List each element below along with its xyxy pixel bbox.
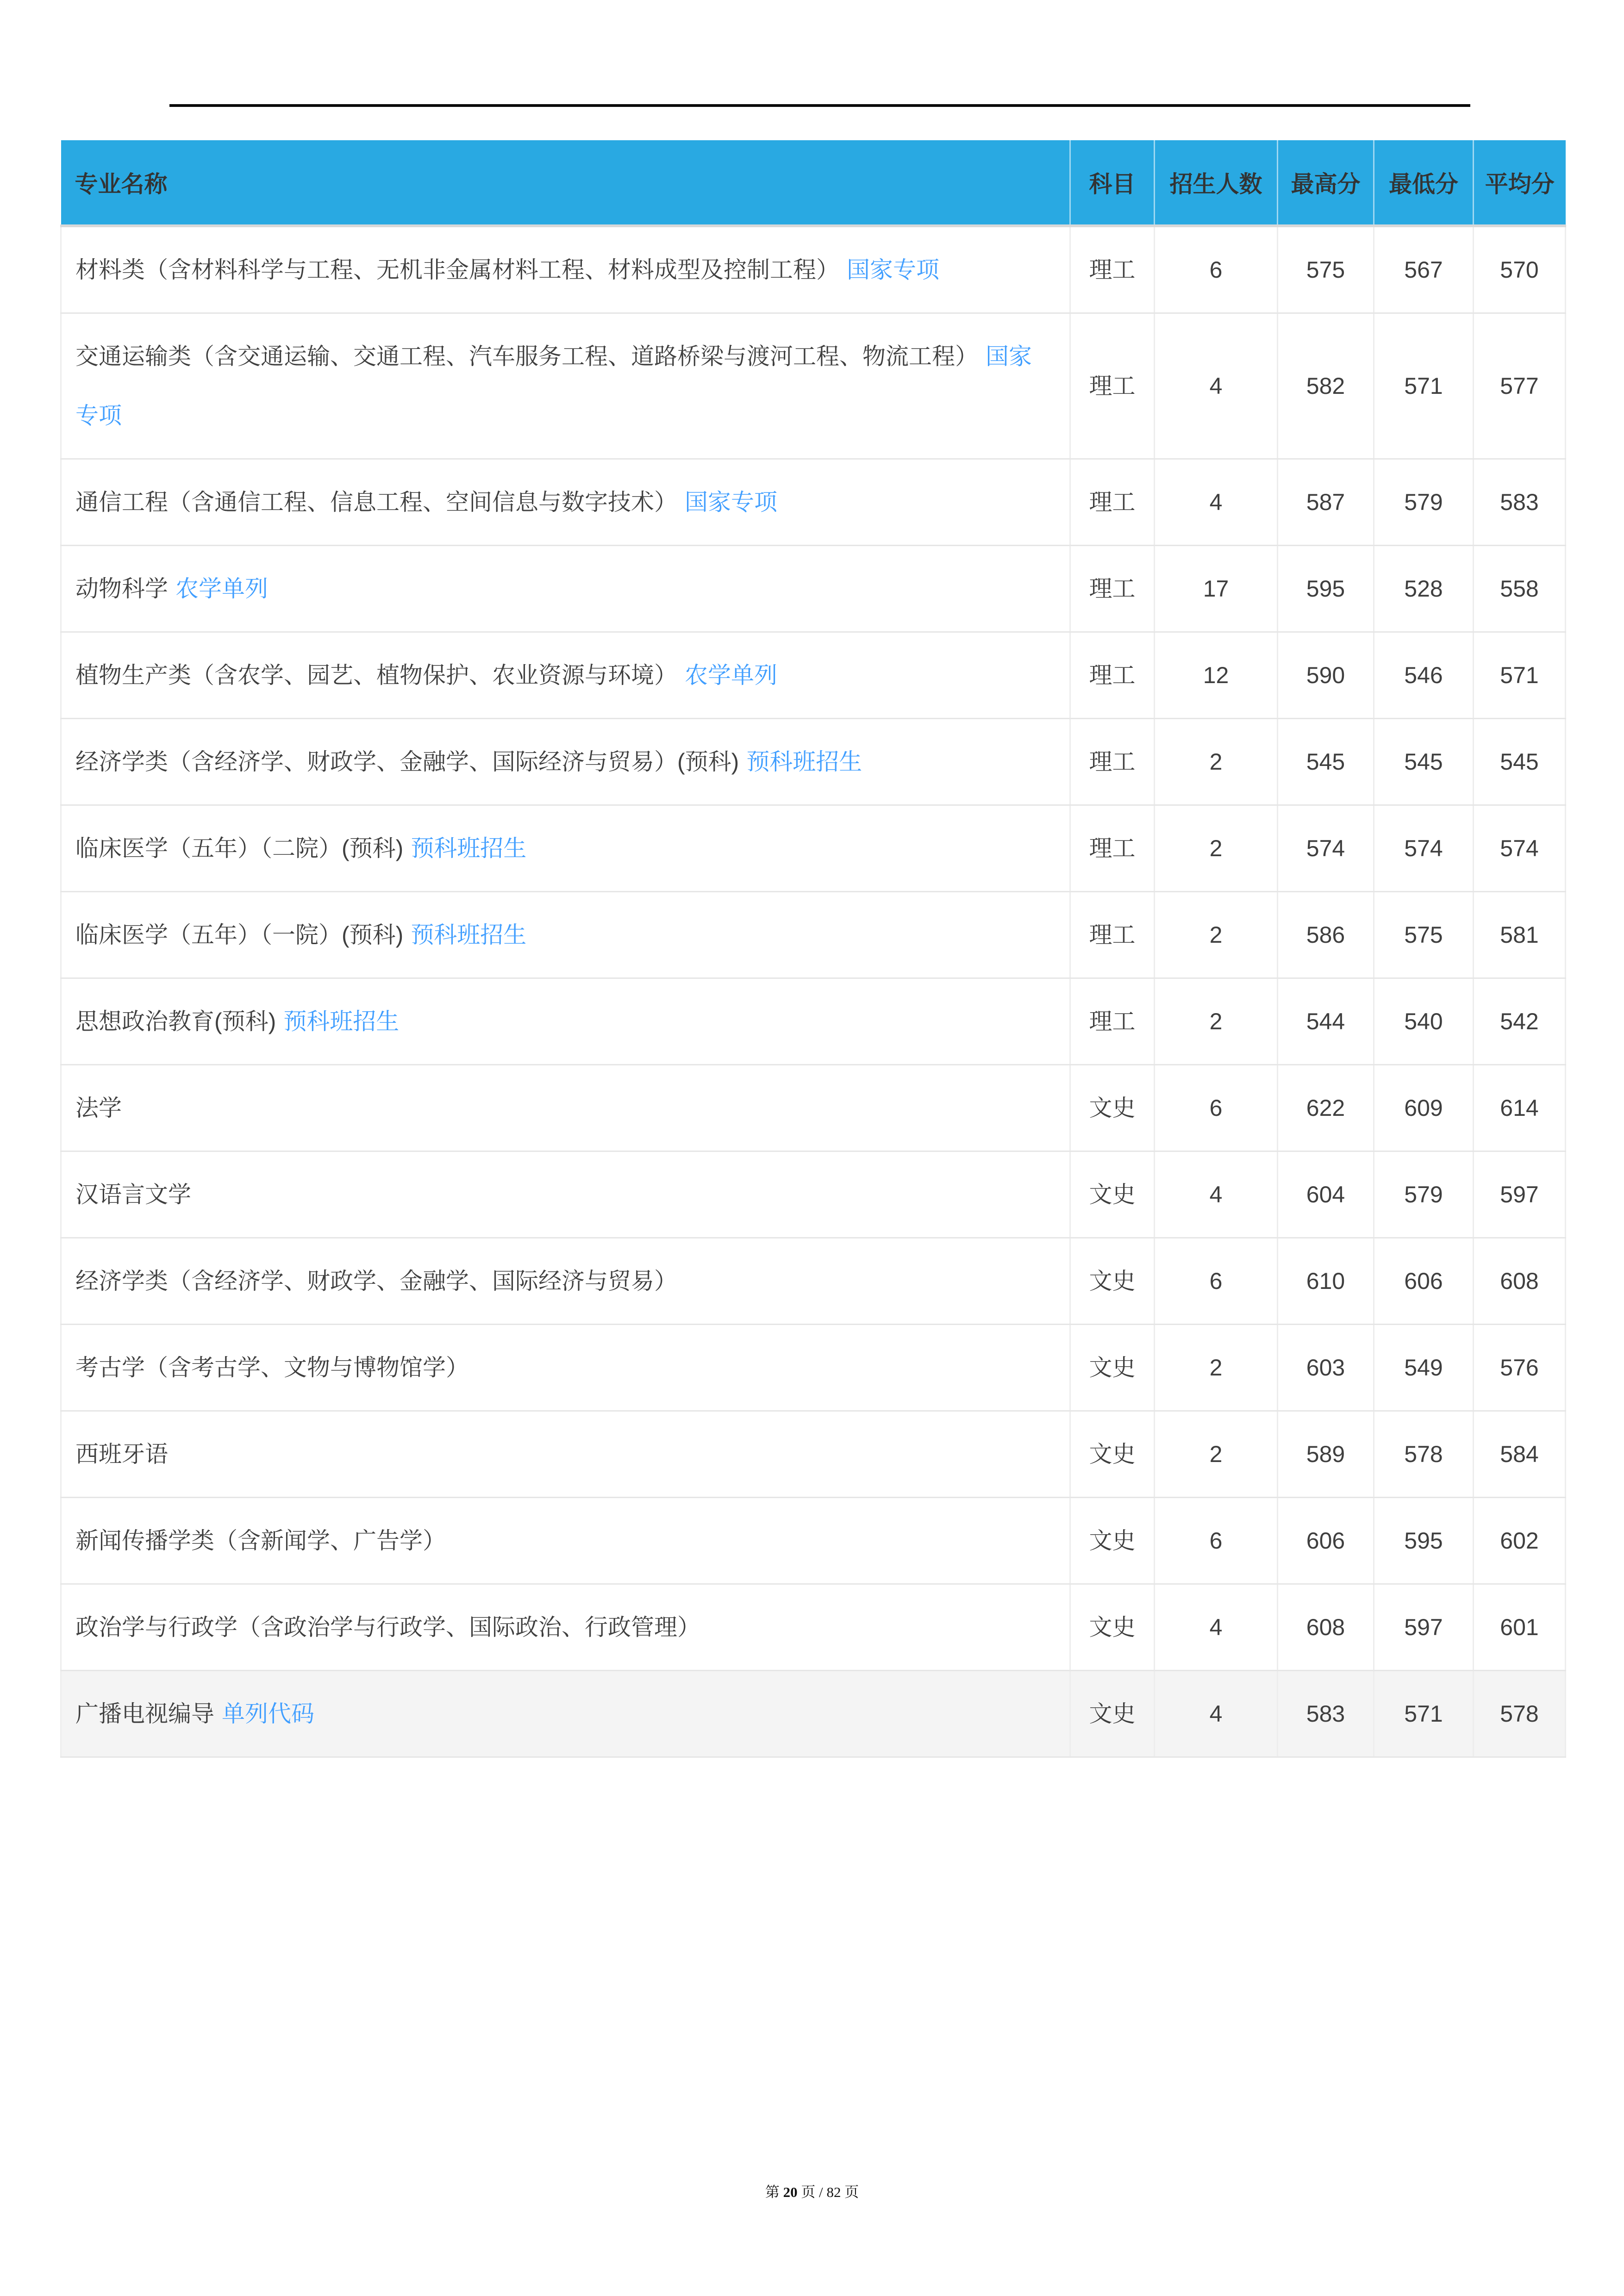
average-cell: 597 [1474,1151,1566,1238]
major-text: 新闻传播学类（含新闻学、广告学） [75,1528,446,1554]
lowest-cell: 546 [1374,632,1474,719]
major-cell [61,805,1070,892]
highest-cell: 589 [1278,1411,1374,1498]
enrollment-cell: 6 [1155,1498,1278,1584]
average-cell: 601 [1474,1584,1566,1671]
subject-cell: 理工 [1070,978,1155,1065]
lowest-cell: 571 [1374,1671,1474,1757]
major-text: 广播电视编导 [75,1701,214,1727]
average-cell: 542 [1474,978,1566,1065]
major-text: 考古学（含考古学、文物与博物馆学） [75,1355,469,1381]
highest-cell: 574 [1278,805,1374,892]
subject-cell: 理工 [1070,719,1155,805]
footer-total-pages: 82 [826,2184,841,2200]
highest-cell: 603 [1278,1325,1374,1411]
major-text: 植物生产类（含农学、园艺、植物保护、农业资源与环境） [75,662,677,688]
highest-cell: 610 [1278,1238,1374,1325]
subject-cell: 理工 [1070,805,1155,892]
lowest-cell: 549 [1374,1325,1474,1411]
major-tag-link[interactable]: 预科班招生 [411,922,527,948]
average-cell: 570 [1474,226,1566,313]
footer-end: 页 [841,2184,859,2200]
major-text: 通信工程（含通信工程、信息工程、空间信息与数字技术） [75,489,677,515]
average-cell: 545 [1474,719,1566,805]
admission-scores-table [60,140,1566,1758]
average-cell: 584 [1474,1411,1566,1498]
major-text: 经济学类（含经济学、财政学、金融学、国际经济与贸易）(预科) [75,749,739,775]
enrollment-cell: 2 [1155,1325,1278,1411]
average-cell: 576 [1474,1325,1566,1411]
enrollment-cell: 4 [1155,1151,1278,1238]
average-cell: 558 [1474,546,1566,632]
footer-mid: 页 / [797,2184,827,2200]
major-text: 政治学与行政学（含政治学与行政学、国际政治、行政管理） [75,1614,700,1640]
enrollment-cell: 17 [1155,546,1278,632]
enrollment-cell: 2 [1155,1411,1278,1498]
lowest-cell: 597 [1374,1584,1474,1671]
highest-cell: 590 [1278,632,1374,719]
subject-cell: 文史 [1070,1671,1155,1757]
table-row [61,1065,1566,1151]
major-tag-link[interactable]: 预科班招生 [411,835,527,861]
lowest-cell: 540 [1374,978,1474,1065]
subject-cell: 文史 [1070,1325,1155,1411]
lowest-cell: 545 [1374,719,1474,805]
table-row [61,1584,1566,1671]
subject-cell: 文史 [1070,1411,1155,1498]
major-tag-link[interactable]: 单列代码 [222,1701,314,1727]
major-text: 交通运输类（含交通运输、交通工程、汽车服务工程、道路桥梁与渡河工程、物流工程） [75,343,978,369]
major-tag-link[interactable]: 预科班招生 [746,749,862,775]
major-cell [61,313,1070,459]
subject-cell: 文史 [1070,1498,1155,1584]
subject-cell: 理工 [1070,459,1155,546]
lowest-cell: 574 [1374,805,1474,892]
enrollment-cell: 6 [1155,1238,1278,1325]
header-rule [169,104,1470,107]
table-row [61,1411,1566,1498]
average-cell: 583 [1474,459,1566,546]
col-header-enrollment: 招生人数 [1155,140,1278,226]
table-row [61,1325,1566,1411]
major-cell [61,1584,1070,1671]
table-row [61,632,1566,719]
highest-cell: 575 [1278,226,1374,313]
major-text: 材料类（含材料科学与工程、无机非金属材料工程、材料成型及控制工程） [75,257,839,283]
table-header-row [61,140,1566,226]
subject-cell: 理工 [1070,546,1155,632]
major-cell [61,1238,1070,1325]
lowest-cell: 528 [1374,546,1474,632]
enrollment-cell: 4 [1155,459,1278,546]
major-cell [61,226,1070,313]
table-body [61,226,1566,1757]
major-cell [61,1151,1070,1238]
table-row [61,1238,1566,1325]
major-tag-link[interactable]: 农学单列 [175,576,268,602]
table-row [61,1151,1566,1238]
col-header-highest-score: 最高分 [1278,140,1374,226]
subject-cell: 理工 [1070,313,1155,459]
major-text: 临床医学（五年）（一院）(预科) [75,922,404,948]
major-text: 临床医学（五年）（二院）(预科) [75,835,404,861]
major-text: 经济学类（含经济学、财政学、金融学、国际经济与贸易） [75,1268,677,1294]
table-row [61,1498,1566,1584]
col-header-major: 专业名称 [61,140,1070,226]
col-header-lowest-score: 最低分 [1374,140,1474,226]
average-cell: 608 [1474,1238,1566,1325]
lowest-cell: 567 [1374,226,1474,313]
enrollment-cell: 2 [1155,978,1278,1065]
major-text: 法学 [75,1095,122,1121]
enrollment-cell: 4 [1155,1584,1278,1671]
major-cell [61,978,1070,1065]
footer-page-number: 20 [783,2184,798,2200]
subject-cell: 文史 [1070,1065,1155,1151]
highest-cell: 582 [1278,313,1374,459]
table-row [61,978,1566,1065]
subject-cell: 理工 [1070,226,1155,313]
highest-cell: 545 [1278,719,1374,805]
average-cell: 614 [1474,1065,1566,1151]
major-cell [61,459,1070,546]
major-cell [61,1411,1070,1498]
lowest-cell: 571 [1374,313,1474,459]
major-tag-link[interactable]: 农学单列 [685,662,777,688]
major-cell [61,1498,1070,1584]
footer-prefix: 第 [765,2184,783,2200]
lowest-cell: 579 [1374,1151,1474,1238]
major-cell [61,1325,1070,1411]
enrollment-cell: 12 [1155,632,1278,719]
major-cell [61,632,1070,719]
major-cell [61,892,1070,978]
subject-cell: 理工 [1070,632,1155,719]
highest-cell: 587 [1278,459,1374,546]
table-row [61,719,1566,805]
enrollment-cell: 6 [1155,1065,1278,1151]
subject-cell: 理工 [1070,892,1155,978]
major-cell [61,719,1070,805]
enrollment-cell: 2 [1155,805,1278,892]
enrollment-cell: 6 [1155,226,1278,313]
subject-cell: 文史 [1070,1151,1155,1238]
highest-cell: 606 [1278,1498,1374,1584]
enrollment-cell: 4 [1155,313,1278,459]
highest-cell: 608 [1278,1584,1374,1671]
major-text: 汉语言文学 [75,1182,191,1207]
lowest-cell: 595 [1374,1498,1474,1584]
col-header-average-score: 平均分 [1474,140,1566,226]
lowest-cell: 575 [1374,892,1474,978]
major-text: 西班牙语 [75,1441,168,1467]
table-row [61,313,1566,459]
highest-cell: 622 [1278,1065,1374,1151]
highest-cell: 583 [1278,1671,1374,1757]
table-row [61,892,1566,978]
highest-cell: 544 [1278,978,1374,1065]
lowest-cell: 609 [1374,1065,1474,1151]
major-tag-link[interactable]: 预科班招生 [283,1008,400,1034]
enrollment-cell: 2 [1155,719,1278,805]
highest-cell: 586 [1278,892,1374,978]
highest-cell: 604 [1278,1151,1374,1238]
subject-cell: 文史 [1070,1584,1155,1671]
major-tag-link[interactable]: 国家专项 [75,343,1032,429]
subject-cell: 文史 [1070,1238,1155,1325]
major-tag-link[interactable]: 国家专项 [847,257,939,283]
average-cell: 602 [1474,1498,1566,1584]
major-text: 动物科学 [75,576,168,602]
average-cell: 571 [1474,632,1566,719]
enrollment-cell: 2 [1155,892,1278,978]
lowest-cell: 578 [1374,1411,1474,1498]
lowest-cell: 606 [1374,1238,1474,1325]
average-cell: 577 [1474,313,1566,459]
major-tag-link[interactable]: 国家专项 [685,489,777,515]
average-cell: 581 [1474,892,1566,978]
lowest-cell: 579 [1374,459,1474,546]
major-cell [61,1065,1070,1151]
page-footer [0,2178,1624,2207]
average-cell: 578 [1474,1671,1566,1757]
table-row [61,226,1566,313]
major-cell [61,546,1070,632]
col-header-subject: 科目 [1070,140,1155,226]
table-row [61,805,1566,892]
major-cell [61,1671,1070,1757]
table-row [61,1671,1566,1757]
table-row [61,459,1566,546]
major-text: 思想政治教育(预科) [75,1008,276,1034]
table-row [61,546,1566,632]
highest-cell: 595 [1278,546,1374,632]
average-cell: 574 [1474,805,1566,892]
enrollment-cell: 4 [1155,1671,1278,1757]
